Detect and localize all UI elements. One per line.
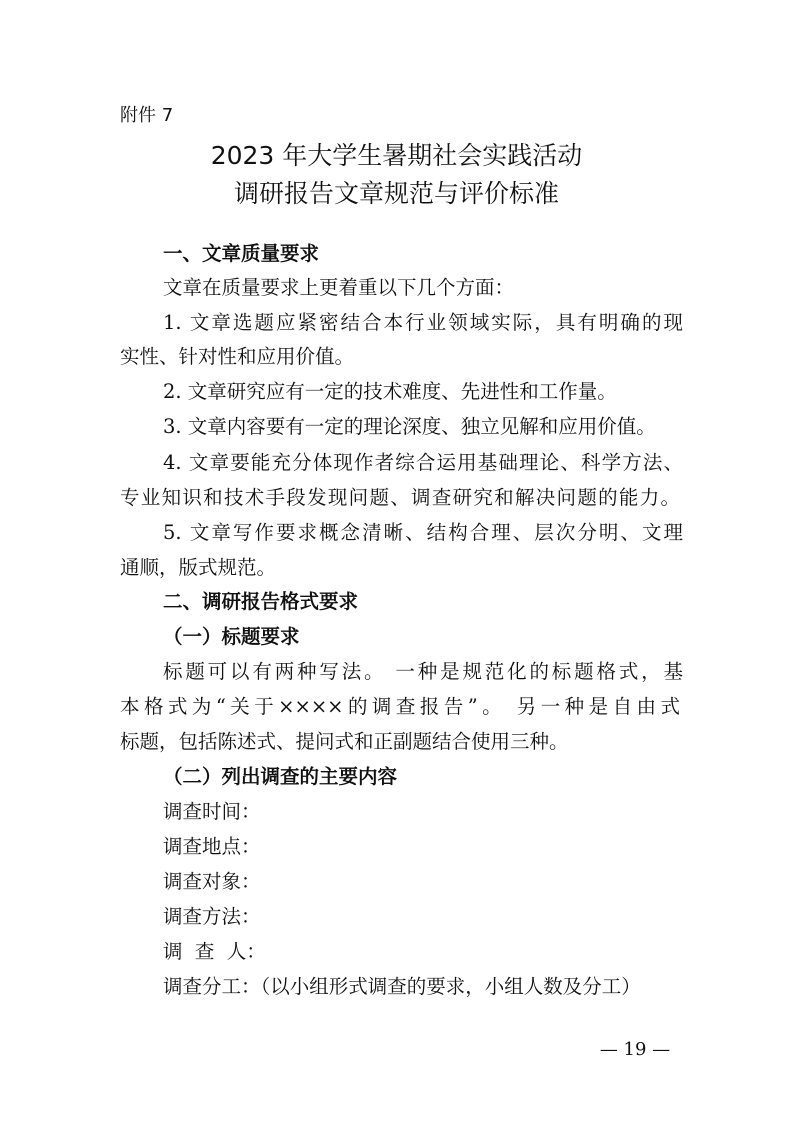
- section2-sub1-line2: 本格式为“关于××××的调查报告”。 另一种是自由式: [120, 695, 680, 718]
- section2-sub1-heading: （一）标题要求: [163, 625, 300, 648]
- survey-object-label: 调查对象：: [163, 870, 261, 893]
- section1-intro: 文章在质量要求上更着重以下几个方面：: [163, 276, 515, 299]
- section1-item5-line1: 5. 文章写作要求概念清晰、结构合理、层次分明、文理: [163, 521, 683, 544]
- section1-item3: 3. 文章内容要有一定的理论深度、独立见解和应用价值。: [163, 415, 656, 438]
- document-title-line2: 调研报告文章规范与评价标准: [233, 179, 559, 208]
- page-number: — 19 —: [599, 1039, 671, 1060]
- attachment-label: 附件 7: [120, 105, 174, 126]
- section2-heading: 二、调研报告格式要求: [163, 590, 359, 613]
- survey-time-label: 调查时间：: [163, 800, 261, 823]
- survey-person-label: 调 查 人：: [163, 940, 266, 963]
- section2-sub1-line3: 标题，包括陈述式、提问式和正副题结合使用三种。: [120, 730, 569, 753]
- section2-sub2-heading: （二）列出调查的主要内容: [163, 765, 398, 788]
- section2-sub1-line1: 标题可以有两种写法。 一种是规范化的标题格式，基: [163, 660, 683, 683]
- survey-place-label: 调查地点：: [163, 835, 261, 858]
- section1-item5-line2: 通顺，版式规范。: [120, 556, 277, 579]
- section1-item4-line2: 专业知识和技术手段发现问题、调查研究和解决问题的能力。: [120, 486, 680, 509]
- section1-item4-line1: 4. 文章要能充分体现作者综合运用基础理论、科学方法、: [163, 451, 683, 474]
- survey-division-label: 调查分工：（以小组形式调查的要求，小组人数及分工）: [163, 975, 641, 998]
- document-title-line1: 2023 年大学生暑期社会实践活动: [210, 141, 583, 170]
- survey-method-label: 调查方法：: [163, 905, 261, 928]
- section1-item2: 2. 文章研究应有一定的技术难度、先进性和工作量。: [163, 380, 617, 403]
- section1-heading: 一、文章质量要求: [163, 242, 320, 265]
- section1-item1-line1: 1. 文章选题应紧密结合本行业领域实际，具有明确的现: [163, 311, 683, 334]
- section1-item1-line2: 实性、针对性和应用价值。: [120, 345, 355, 368]
